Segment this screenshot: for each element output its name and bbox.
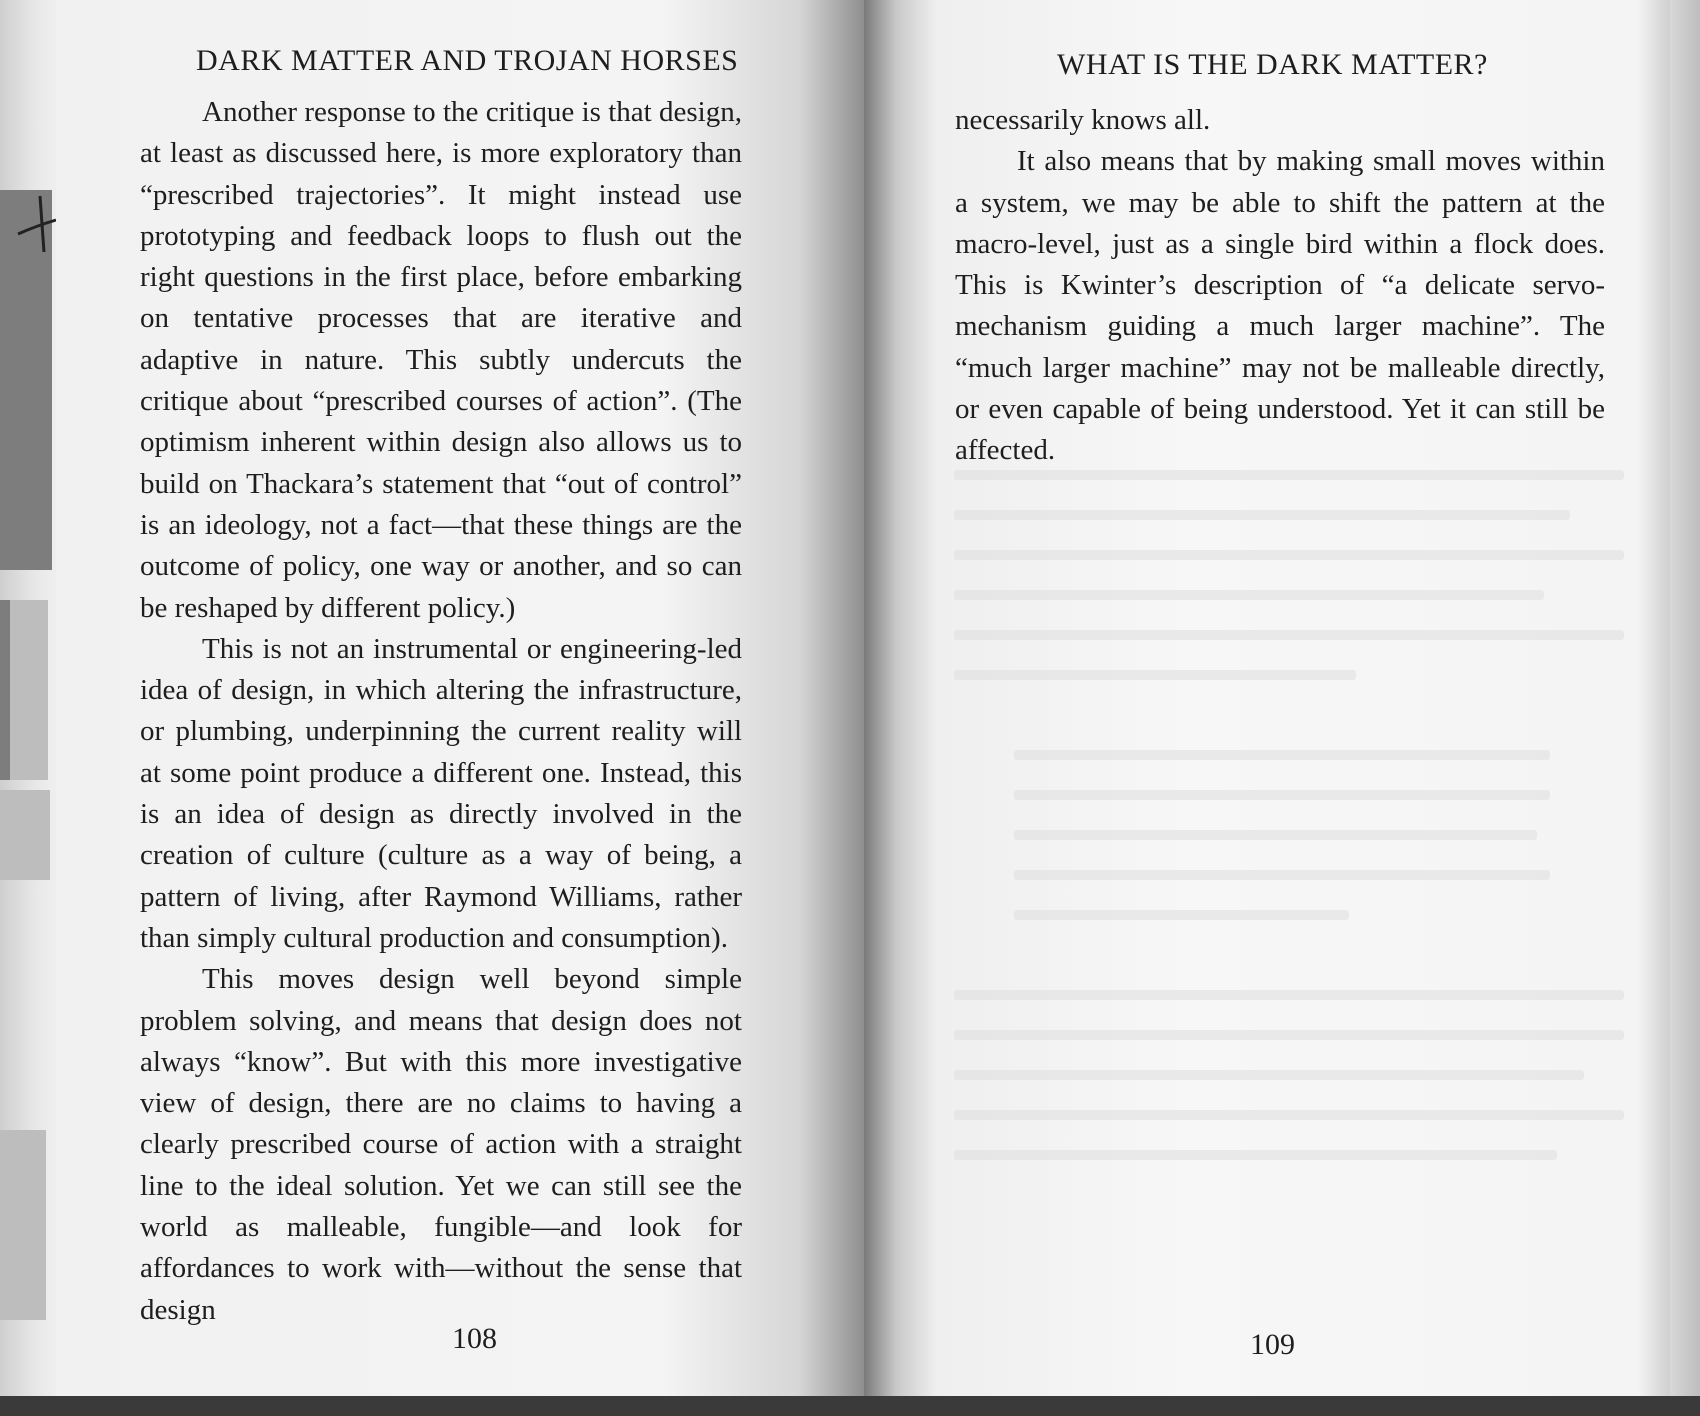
paragraph: It also means that by making small moves within a system, we may be able to shift the pattern at the macro-level, just as a single bird within a flock does. This is Kwinter’s description of “a delicate servo-mechanism guiding a much larger machine”. The “much larger machine” may not be malleable directly, or even capable of being understood. Yet it can still be affected. [955,145,1605,467]
scanner-edge [0,1396,1700,1416]
pen-mark-icon [10,190,58,270]
body-text [140,92,742,1331]
right-page [864,0,1670,1406]
book-edge-right [1670,0,1700,1406]
body-text [955,100,1605,472]
running-head: WHAT IS THE DARK MATTER? [1057,48,1488,81]
paragraph: Another response to the critique is that design, at least as discussed here, is more exploratory than “prescribed trajectories”. It might instead use prototyping and feedback loops to flush out the right questions in the first place, before embarking on tentative processes that are iterative and adaptive in nature. This subtly undercuts the critique about “prescribed courses of action”. (The optimism inherent within design also allows us to build on Thackara’s statement that “out of control” is an ideology, not a fact—that these things are the outcome of policy, one way or another, and so can be reshaped by different policy.) [140,96,742,624]
page-tab-light [0,790,50,880]
paragraph: This moves design well beyond simple problem solving, and means that design does not always “know”. But with this more investigative view of design, there are no claims to having a clearly prescribed course of action with a straight line to the ideal solution. Yet we can still see the world as malleable, fungible—and look for affordances to work with—without the sense that design [140,963,742,1326]
page-number: 108 [452,1322,497,1355]
page-tab-edge [0,600,10,780]
paragraph: This is not an instrumental or engineering-led idea of design, in which altering the infrastructure, or plumbing, underpinning the current reality will at some point produce a different one. Instead, this is an idea of design as directly involved in the creation of culture (culture as a way of being, a pattern of living, after Raymond Williams, rather than simply cultural production and consumption). [140,632,742,954]
page-number: 109 [1250,1328,1295,1361]
show-through [954,470,1624,1190]
paragraph: necessarily knows all. [955,104,1211,136]
left-page [56,0,864,1406]
page-tab-light [0,1130,46,1320]
running-head: DARK MATTER AND TROJAN HORSES [196,44,739,77]
